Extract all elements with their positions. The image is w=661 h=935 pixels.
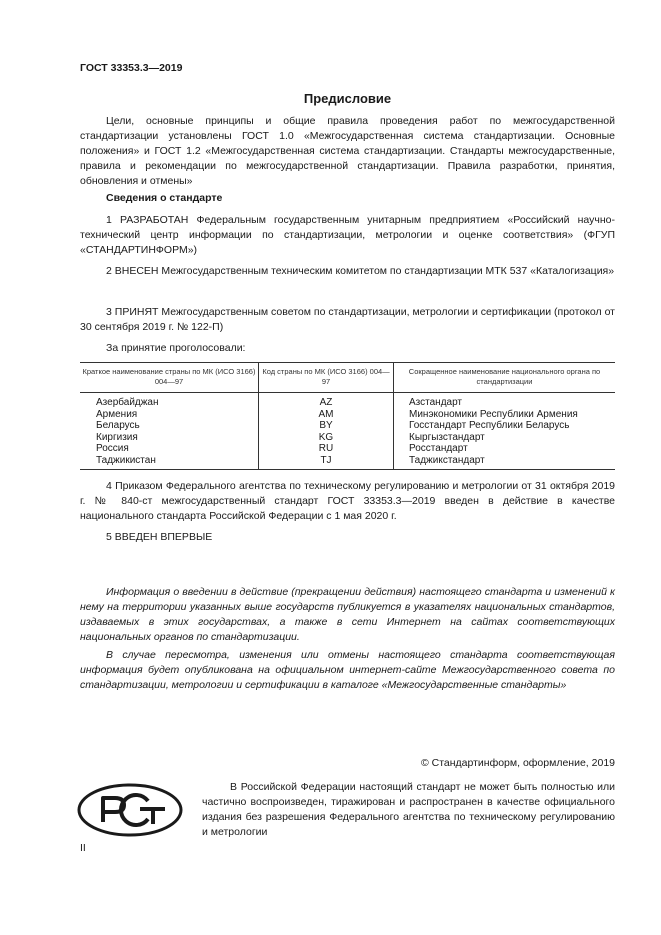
info-heading: Сведения о стандарте — [106, 192, 223, 204]
table-header-country: Краткое наименование страны по МК (ИСО 3166) 004—97 — [80, 363, 259, 393]
voted-label: За принятие проголосовали: — [106, 342, 246, 354]
country-code: KG — [259, 432, 394, 444]
table-row — [80, 409, 615, 421]
standard-id: ГОСТ 33353.3—2019 — [80, 62, 183, 74]
country-name: Армения — [96, 408, 138, 420]
country-code: AM — [259, 409, 394, 421]
standards-body: Минэкономики Республики Армения — [394, 409, 616, 421]
info-note-publication: Информация о введении в действие (прекращении действия) настоящего стандарта и изменений к нему на территории указанных выше государств публикуется в указателях национальных стандартов, издаваемых в этих государствах, а также в сети Интернет на сайтах соответствующих национальных органов по стандартизации. — [80, 586, 615, 643]
rst-logo-icon — [77, 782, 183, 838]
country-code: TJ — [259, 455, 394, 470]
standards-body: Росстандарт — [394, 443, 616, 455]
table-row — [80, 420, 615, 432]
preface-title: Предисловие — [303, 91, 392, 106]
table-row — [80, 443, 615, 455]
table-header-code: Код страны по МК (ИСО 3166) 004—97 — [259, 363, 394, 393]
standards-body: Госстандарт Республики Беларусь — [394, 420, 616, 432]
rights-notice: В Российской Федерации настоящий стандарт не может быть полностью или частично воспроизведен, тиражирован и распространен в качестве официального издания без разрешения Федерального агентства по техническому регулированию и метрологии — [202, 781, 615, 838]
country-name: Россия — [96, 443, 129, 454]
country-code: AZ — [259, 393, 394, 409]
item-3: 3 ПРИНЯТ Межгосударственным советом по стандартизации, метрологии и сертификации (протокол от 30 сентября 2019 г. № 122-П) — [80, 306, 615, 333]
country-name: Азербайджан — [96, 397, 159, 408]
country-name: Беларусь — [96, 420, 140, 431]
voting-table — [80, 362, 615, 470]
country-code: RU — [259, 443, 394, 455]
copyright-notice: © Стандартинформ, оформление, 2019 — [420, 757, 615, 769]
country-code: BY — [259, 420, 394, 432]
table-row — [80, 455, 615, 470]
preface-intro: Цели, основные принципы и общие правила проведения работ по межгосударственной стандартизации установлены ГОСТ 1.0 «Межгосударственная система стандартизации. Основные положения» и ГОСТ 1.2 «Межгосударственная система стандартизации. Стандарты межгосударственные, правила и рекомендации по межгосударственной стандартизации. Правила разработки, принятия, обновления и отмены» — [80, 115, 615, 187]
table-row — [80, 393, 615, 409]
info-note-revision: В случае пересмотра, изменения или отмены настоящего стандарта соответствующая информация будет опубликована на официальном интернет-сайте Межгосударственного совета по стандартизации, метрологии и сертификации в каталоге «Межгосударственные стандарты» — [80, 649, 615, 691]
standards-body: Азстандарт — [394, 393, 616, 409]
item-1: 1 РАЗРАБОТАН Федеральным государственным унитарным предприятием «Российский научно-технический центр информации по стандартизации, метрологии и оценке соответствия» (ФГУП «СТАНДАРТИНФОРМ») — [80, 214, 615, 256]
table-header-row — [80, 363, 615, 393]
item-2: 2 ВНЕСЕН Межгосударственным техническим комитетом по стандартизации МТК 537 «Каталогизация» — [106, 265, 615, 277]
table-header-body: Сокращенное наименование национального органа по стандартизации — [394, 363, 616, 393]
standards-body: Таджикстандарт — [394, 455, 616, 470]
standards-body: Кыргызстандарт — [394, 432, 616, 444]
country-name: Таджикистан — [96, 454, 156, 466]
page-number: II — [80, 842, 86, 854]
item-4: 4 Приказом Федерального агентства по техническому регулированию и метрологии от 31 октября 2019 г. № 840-ст межгосударственный стандарт ГОСТ 33353.3—2019 введен в действие в качестве национального стандарта Российской Федерации с 1 мая 2020 г. — [80, 480, 615, 522]
table-row — [80, 432, 615, 444]
item-5: 5 ВВЕДЕН ВПЕРВЫЕ — [106, 531, 213, 543]
country-name: Киргизия — [96, 431, 138, 443]
